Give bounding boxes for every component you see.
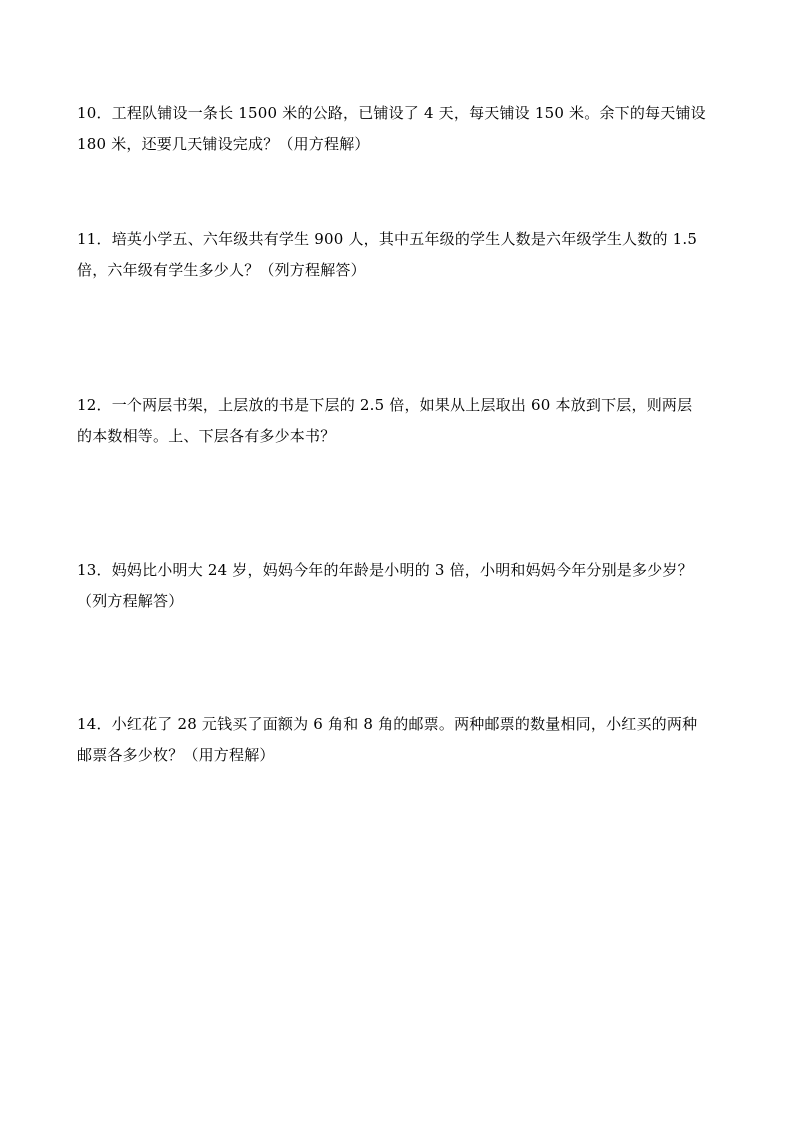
problem-11-text: 培英小学五、六年级共有学生 900 人，其中五年级的学生人数是六年级学生人数的 1.5 [111,230,698,248]
problem-14-number: 14． [77,715,112,733]
problem-14 [77,709,717,771]
problem-12 [77,390,717,452]
problem-14-line-2: 邮票各多少枚？（用方程解） [77,746,275,764]
problem-13 [77,555,717,617]
problem-11-line-1 [77,224,717,255]
problem-13-number: 13． [77,561,112,579]
problem-10 [77,98,717,160]
problem-10-text: 工程队铺设一条长 1500 米的公路，已铺设了 4 天，每天铺设 150 米。余下的每天铺设 [111,104,706,122]
problem-13-text: 妈妈比小明大 24 岁，妈妈今年的年龄是小明的 3 倍，小明和妈妈今年分别是多少岁？ [111,561,693,579]
problem-11 [77,224,717,286]
problem-11-number: 11． [77,230,112,248]
problem-10-number: 10． [77,104,112,122]
problem-14-text: 小红花了 28 元钱买了面额为 6 角和 8 角的邮票。两种邮票的数量相同，小红买的两种 [111,715,698,733]
problem-10-line-2: 180 米，还要几天铺设完成？（用方程解） [77,135,370,153]
problem-12-line-2: 的本数相等。上、下层各有多少本书？ [77,427,336,445]
problem-13-line-1 [77,555,717,586]
problem-12-number: 12． [77,396,112,414]
problem-14-line-1 [77,709,717,740]
problem-10-line-1 [77,98,717,129]
problem-13-line-2: （列方程解答） [77,592,184,610]
problem-12-text: 一个两层书架，上层放的书是下层的 2.5 倍，如果从上层取出 60 本放到下层，则两层 [111,396,693,414]
problem-11-line-2: 倍，六年级有学生多少人？（列方程解答） [77,261,366,279]
problem-12-line-1 [77,390,717,421]
